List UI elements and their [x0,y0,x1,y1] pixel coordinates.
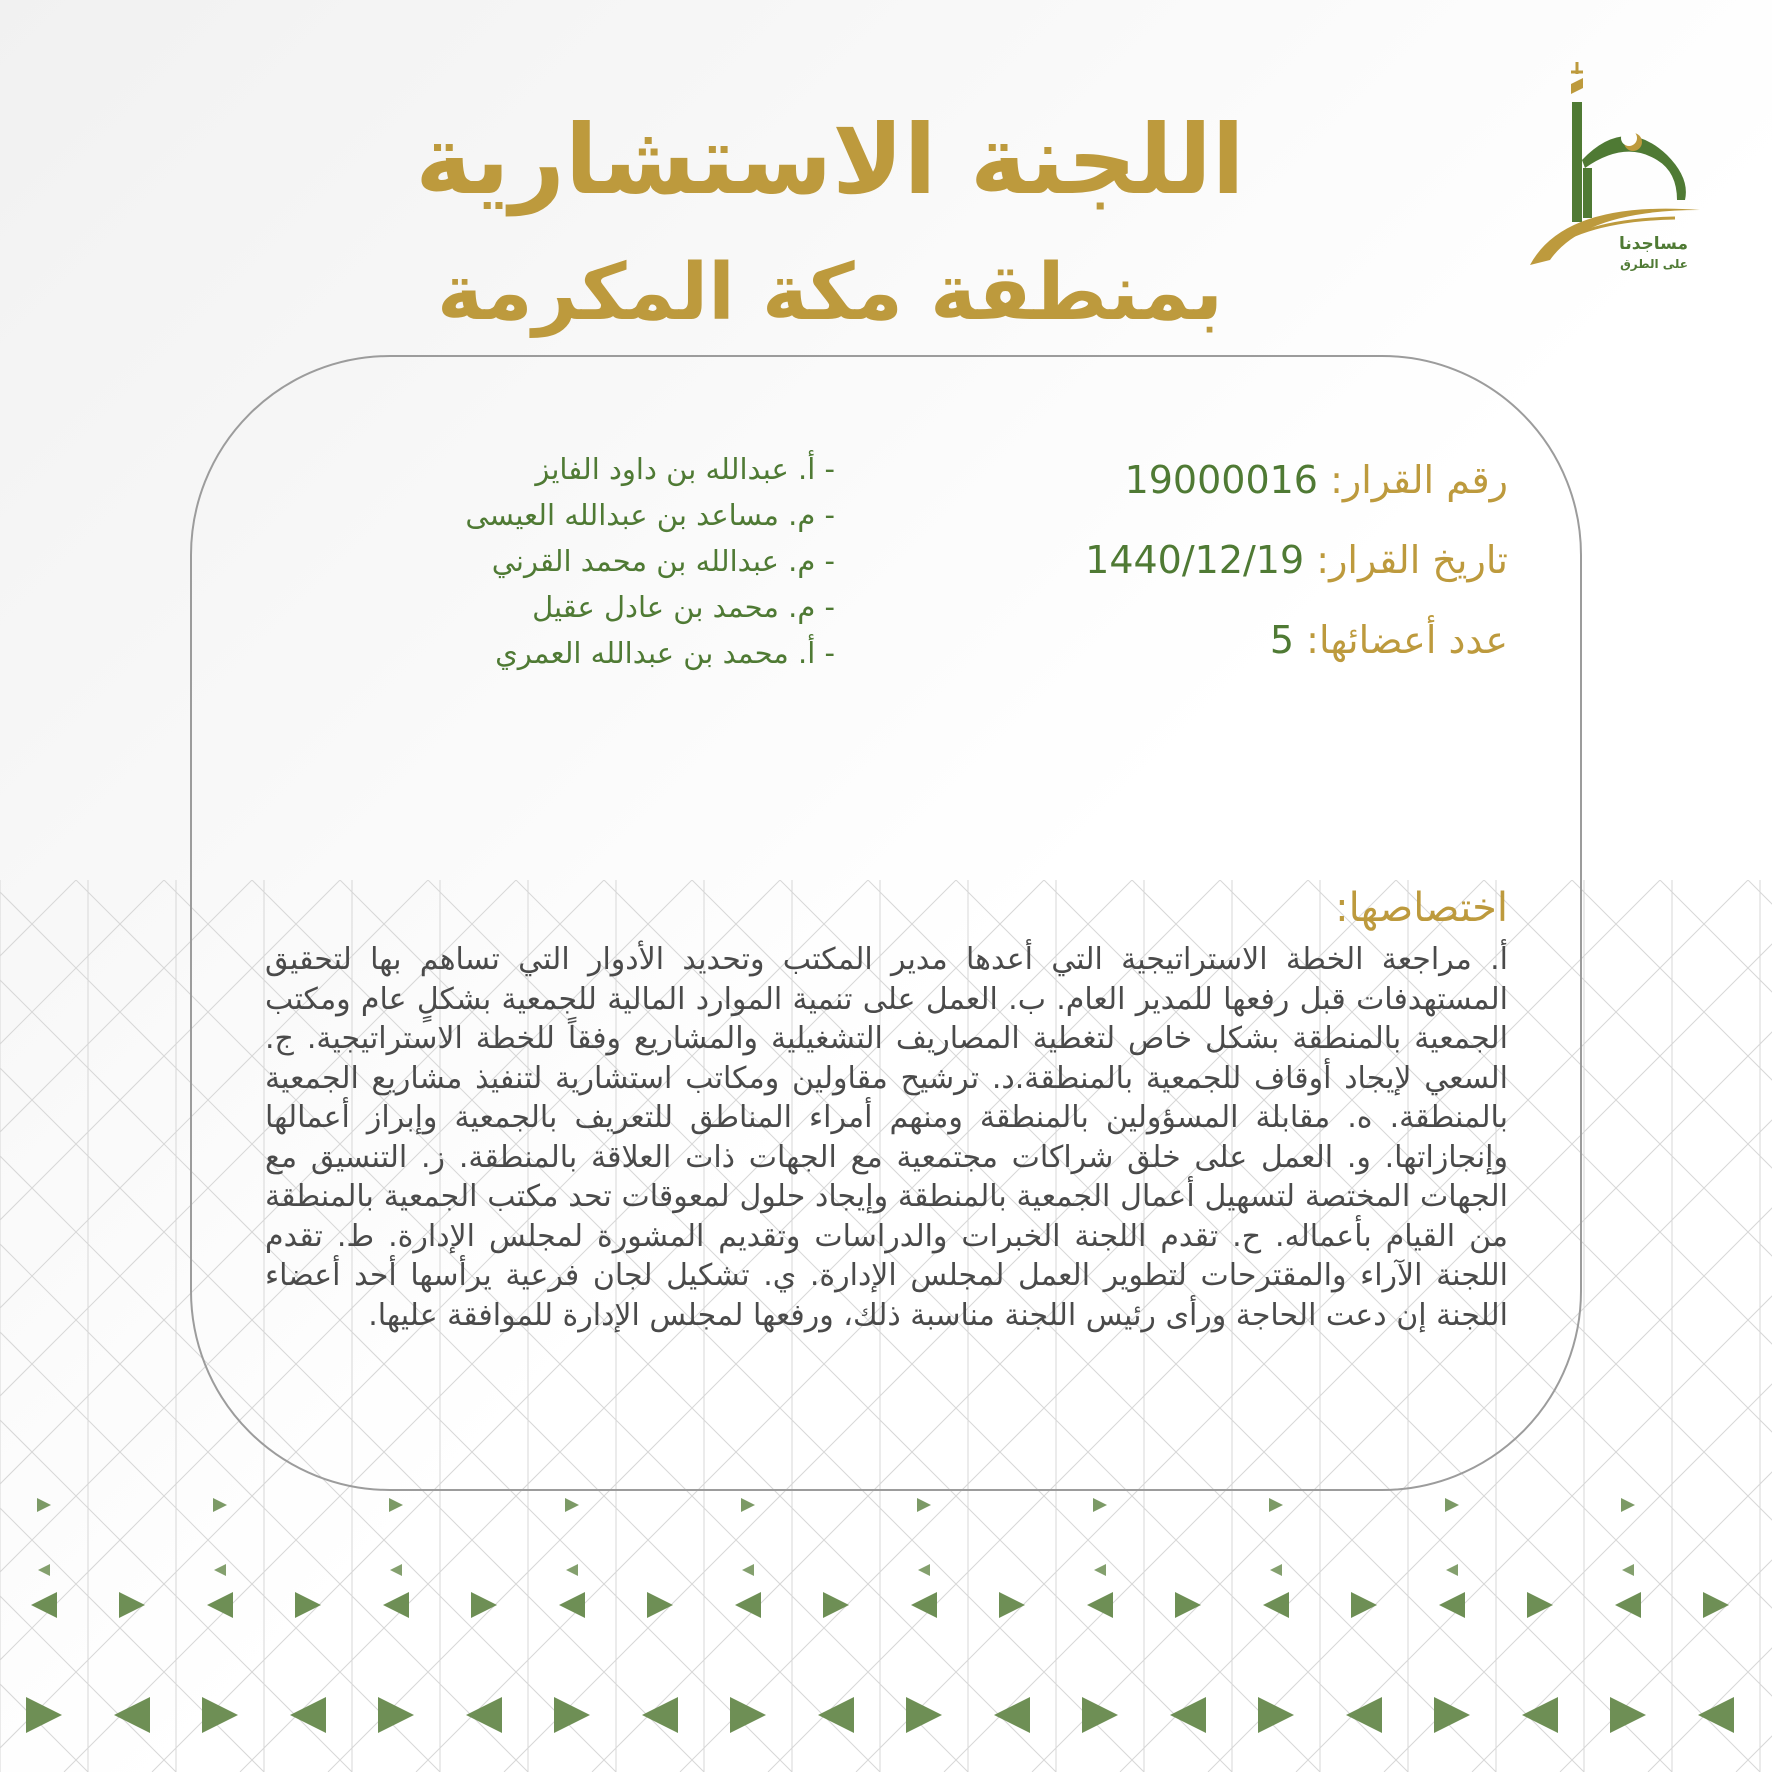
pattern-arrow [823,1592,849,1618]
pattern-arrow [735,1592,761,1618]
pattern-arrow [119,1592,145,1618]
pattern-arrow [559,1592,585,1618]
pattern-arrow [911,1592,937,1618]
members-count-label: عدد أعضائها: [1306,618,1508,662]
pattern-arrow [1615,1592,1641,1618]
pattern-arrow [1621,1498,1635,1512]
pattern-arrow [1622,1564,1634,1576]
pattern-arrow [1263,1592,1289,1618]
list-item: - أ. عبدالله بن داود الفايز [535,452,835,486]
responsibilities-text: أ. مراجعة الخطة الاستراتيجية التي أعدها مدير المكتب وتحديد الأدوار التي تساهم بها لتحقيق المستهدفات قبل رفعها للمدير العام. ب. العمل على تنمية الموارد المالية للجمعية بشكلٍ عام ومكتب الجمعية بالمنطقة بشكل خاص لتغطية المصاريف التشغيلية والمشاريع وفقاً للخطة الاستراتيجية. ج. السعي لإيجاد أوقاف للجمعية بالمنطقة.د. ترشيح مقاولين ومكاتب استشارية لتنفيذ مشاريع الجمعية بالمنطقة. ه. مقابلة المسؤولين بالمنطقة ومنهم أمراء المناطق للتعريف بالجمعية وإبراز أعمالها وإنجازاتها. و. العمل على خلق شراكات مجتمعية مع الجهات ذات العلاقة بالمنطقة. ز. التنسيق مع الجهات المختصة لتسهيل أعمال الجمعية بالمنطقة وإيجاد حلول لمعوقات تحد مكتب الجمعية بالمنطقة من القيام بأعماله. ح. تقدم اللجنة الخبرات والدراسات وتقديم المشورة لمجلس الإدارة. ط. تقدم اللجنة الآراء والمقترحات لتطوير العمل لمجلس الإدارة. ي. تشكيل لجان فرعية يرأسها أحد أعضاء اللجنة إن دعت الحاجة ورأى رئيس اللجنة مناسبة ذلك، ورفعها لمجلس الإدارة للموافقة عليها. [265,942,1508,1333]
pattern-arrow [389,1498,403,1512]
members-list [420,446,835,676]
pattern-arrow [214,1564,226,1576]
pattern-arrow [207,1592,233,1618]
pattern-arrow [1446,1564,1458,1576]
list-item: - م. مساعد بن عبدالله العيسى [465,498,835,532]
pattern-arrow [918,1564,930,1576]
list-item: - أ. محمد بن عبدالله العمري [495,636,835,670]
pattern-arrow [1087,1592,1113,1618]
pattern-arrow [1351,1592,1377,1618]
pattern-arrow [999,1592,1025,1618]
decision-date-value: 1440/12/19 [1085,538,1305,582]
pattern-arrow [1439,1592,1465,1618]
decision-number-value: 19000016 [1124,458,1318,502]
pattern-arrow [1269,1498,1283,1512]
pattern-arrow [1094,1564,1106,1576]
logo-tagline: على الطرق [1620,257,1688,271]
pattern-arrow [647,1592,673,1618]
pattern-arrow [213,1498,227,1512]
decision-date-label: تاريخ القرار: [1316,538,1508,582]
pattern-arrow [390,1564,402,1576]
decision-date-row [948,520,1508,600]
pattern-arrow [295,1592,321,1618]
pattern-arrow [383,1592,409,1618]
pattern-arrow [917,1498,931,1512]
page-subtitle: بمنطقة مكة المكرمة [437,248,1223,338]
list-item: - م. عبدالله بن محمد القرني [491,544,835,578]
pattern-arrow [471,1592,497,1618]
pattern-arrow [38,1564,50,1576]
decision-number-row [948,440,1508,520]
pattern-arrow [742,1564,754,1576]
list-item: - م. محمد بن عادل عقيل [532,590,835,624]
pattern-arrow [1527,1592,1553,1618]
pattern-arrow [1175,1592,1201,1618]
members-count-row [948,600,1508,680]
pattern-arrow [31,1592,57,1618]
pattern-arrow [1093,1498,1107,1512]
pattern-arrow [741,1498,755,1512]
logo-text: مساجدنا [1618,234,1688,254]
pattern-arrow [565,1498,579,1512]
pattern-arrow [566,1564,578,1576]
responsibilities-heading: اختصاصها: [1335,885,1508,931]
page-title: اللجنة الاستشارية [415,104,1245,216]
pattern-arrow [1703,1592,1729,1618]
decision-number-label: رقم القرار: [1330,458,1508,502]
pattern-arrow [1445,1498,1459,1512]
pattern-arrow [37,1498,51,1512]
pattern-arrow [1270,1564,1282,1576]
members-count-value: 5 [1269,618,1295,662]
decision-info [948,440,1508,680]
